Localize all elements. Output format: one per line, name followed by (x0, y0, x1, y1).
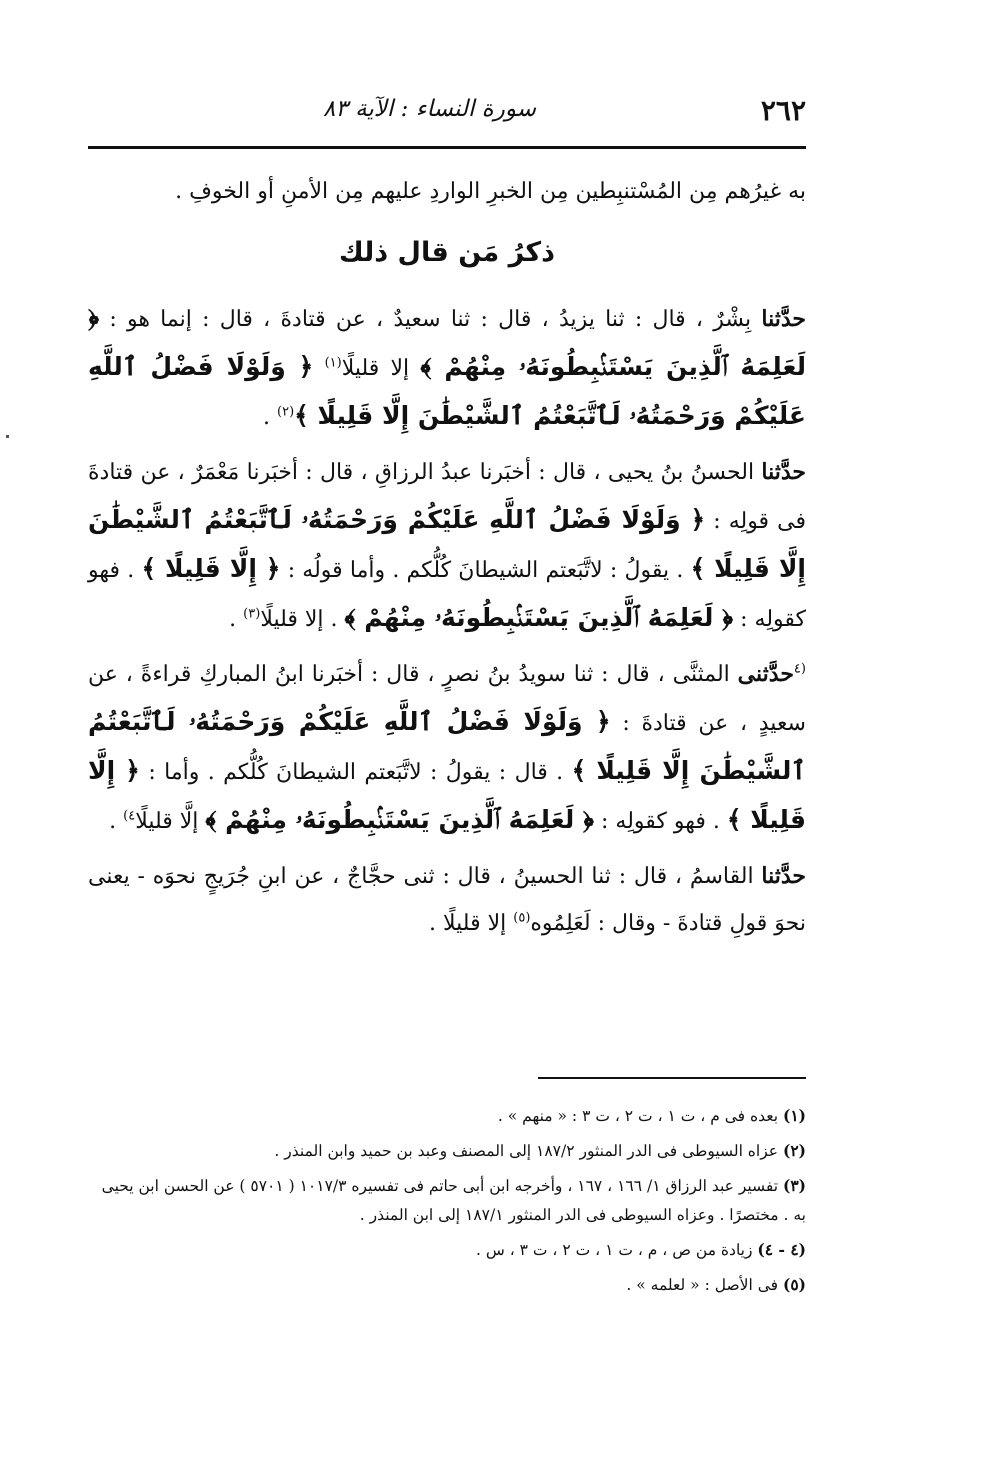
page-header (88, 92, 806, 132)
footnote-text: عزاه السيوطى فى الدر المنثور ١٨٧/٢ إلى المصنف وعبد بن حميد وابن المنذر . (274, 1142, 779, 1160)
narration-text: . يقولُ : لاتَّبَعتم الشيطانَ كُلُّكم . وأما قولُه : (287, 558, 684, 583)
narration-text: إلا قليلًا (341, 356, 410, 381)
narration-text: . فهو كقولِه : (601, 809, 720, 834)
footnote-ref[interactable]: (٥) (513, 910, 531, 926)
footnote-ref[interactable]: (٢) (277, 404, 295, 420)
narration-lead: حدَّثنا (761, 306, 807, 332)
footnote-number: (١) (782, 1106, 806, 1125)
quran-quote: ﴿ إِلَّا قَلِيلًا ﴾ (88, 756, 806, 834)
footnote-number: (٤ - ٤) (757, 1240, 806, 1259)
footnote (88, 1171, 806, 1230)
intro-line: به غيرُهم مِن المُسْتنبِطين مِن الخبرِ الواردِ عليهم مِن الأمنِ أو الخوفِ . (175, 179, 806, 204)
quran-quote: ﴿ إِلَّا قَلِيلًا ﴾ (141, 554, 281, 583)
narration-text: المثنَّى ، قال : ثنا سويدُ بنُ نصرٍ ، قال : أخبَرنا ابنُ المباركِ قراءةً ، عن سعيدٍ ، عن قتادةَ : (88, 662, 806, 736)
quran-quote: ﴿ لَعَلِمَهُ ٱلَّذِينَ يَسْتَنۢبِطُونَهُۥ مِنْهُمْ ﴾ (88, 303, 807, 381)
footnote (88, 1101, 806, 1131)
footnote-number: (٣) (782, 1176, 806, 1195)
narration-text: إلا قليلًا . (429, 911, 507, 936)
paragraph-1 (88, 294, 806, 441)
running-title: سورة النساء : الآية ٨٣ (323, 96, 536, 122)
main-text (88, 168, 806, 955)
narration-lead: حدَّثنا (761, 863, 806, 889)
footnote-text: فى الأصل : « لعلمه » . (626, 1276, 779, 1294)
footnote-text: تفسير عبد الرزاق ١/ ١٦٦ ، ١٦٧ ، وأخرجه ابن أبى حاتم فى تفسيره ١٠١٧/٣ ( ٥٧٠١ ) عن الحسن ابن يحيى به . مختصرًا . وعزاه السيوطى فى الدر المنثور ١٨٧/١ إلى ابن المنذر . (101, 1177, 806, 1224)
quran-quote: ﴿ لَعَلِمَهُ ٱلَّذِينَ يَسْتَنۢبِطُونَهُۥ مِنْهُمْ ﴾ (205, 805, 594, 834)
narration-text: . قال : يقولُ : لاتَّبَعتم الشيطانَ كُلُّكم . وأما : (148, 760, 564, 785)
section-title: ذكرُ مَن قال ذلك (339, 237, 555, 268)
paragraph-4 (88, 853, 806, 947)
narration-text: بِشْرٌ ، قال : ثنا يزيدُ ، قال : ثنا سعيدٌ ، عن قتادةَ ، قال : إنما هو : (109, 307, 752, 332)
footnote-ref[interactable]: (٣) (243, 606, 261, 622)
footnote-number: (٥) (782, 1275, 806, 1294)
sentence-end: . (229, 607, 237, 632)
footnote-number: (٢) (782, 1141, 806, 1160)
paragraph-2 (88, 449, 806, 643)
scan-speck (6, 435, 9, 438)
narration-text: القاسمُ ، قال : ثنا الحسينُ ، قال : ثنى حجَّاجٌ ، عن ابنِ جُرَيجٍ نحوَه - يعنى نحوَ قولِ قتادةَ - وقال : لَعَلِمُوه (88, 864, 806, 936)
footnote-ref[interactable]: (٤ (793, 661, 806, 677)
footnote (88, 1136, 806, 1166)
quran-quote: ﴿ لَعَلِمَهُ ٱلَّذِينَ يَسْتَنۢبِطُونَهُۥ مِنْهُمْ ﴾ (344, 603, 734, 632)
quran-quote: ﴿ وَلَوْلَا فَضْلُ ٱللَّهِ عَلَيْكُمْ وَرَحْمَتُهُۥ لَٱتَّبَعْتُمُ ٱلشَّيْطَٰنَ إِلَّا قَلِيلًا ﴾ (88, 505, 806, 583)
sentence-end: . (109, 809, 117, 834)
footnote (88, 1270, 806, 1300)
narration-text: إلَّا قليلًا (135, 809, 199, 834)
footnotes (88, 1101, 806, 1305)
narration-text: . إلا قليلًا (260, 607, 338, 632)
footnote (88, 1235, 806, 1265)
narration-text: . فهو كقولِه : (88, 558, 806, 632)
footnote-divider (538, 1077, 806, 1079)
paragraph-3 (88, 651, 806, 845)
footnote-ref[interactable]: (١) (324, 355, 342, 371)
narration-lead: حدَّثنا (761, 459, 806, 485)
footnote-ref[interactable]: ٤) (123, 808, 136, 824)
page-number: ٢٦٢ (760, 94, 806, 127)
header-rule (88, 146, 806, 149)
narration-text: الحسنُ بنُ يحيى ، قال : أخبَرنا عبدُ الرزاقِ ، قال : أخبَرنا مَعْمَرٌ ، عن قتادةَ فى قولِه : (88, 460, 806, 534)
footnote-text: زيادة من ص ، م ، ت ١ ، ت ٢ ، ت ٣ ، س . (476, 1241, 753, 1259)
quran-quote: ﴿ وَلَوْلَا فَضْلُ ٱللَّهِ عَلَيْكُمْ وَرَحْمَتُهُۥ لَٱتَّبَعْتُمُ ٱلشَّيْطَٰنَ إِلَّا قَلِيلًا ﴾ (88, 707, 806, 785)
quran-quote: ﴿ وَلَوْلَا فَضْلُ ٱللَّهِ عَلَيْكُمْ وَرَحْمَتُهُۥ لَٱتَّبَعْتُمُ ٱلشَّيْطَٰنَ إِلَّا قَلِيلًا ﴾ (88, 352, 806, 430)
footnote-text: بعده فى م ، ت ١ ، ت ٢ ، ت ٣ : « منهم » . (497, 1107, 779, 1125)
sentence-end: . (263, 405, 270, 430)
narration-lead: حدَّثنى (737, 661, 794, 687)
